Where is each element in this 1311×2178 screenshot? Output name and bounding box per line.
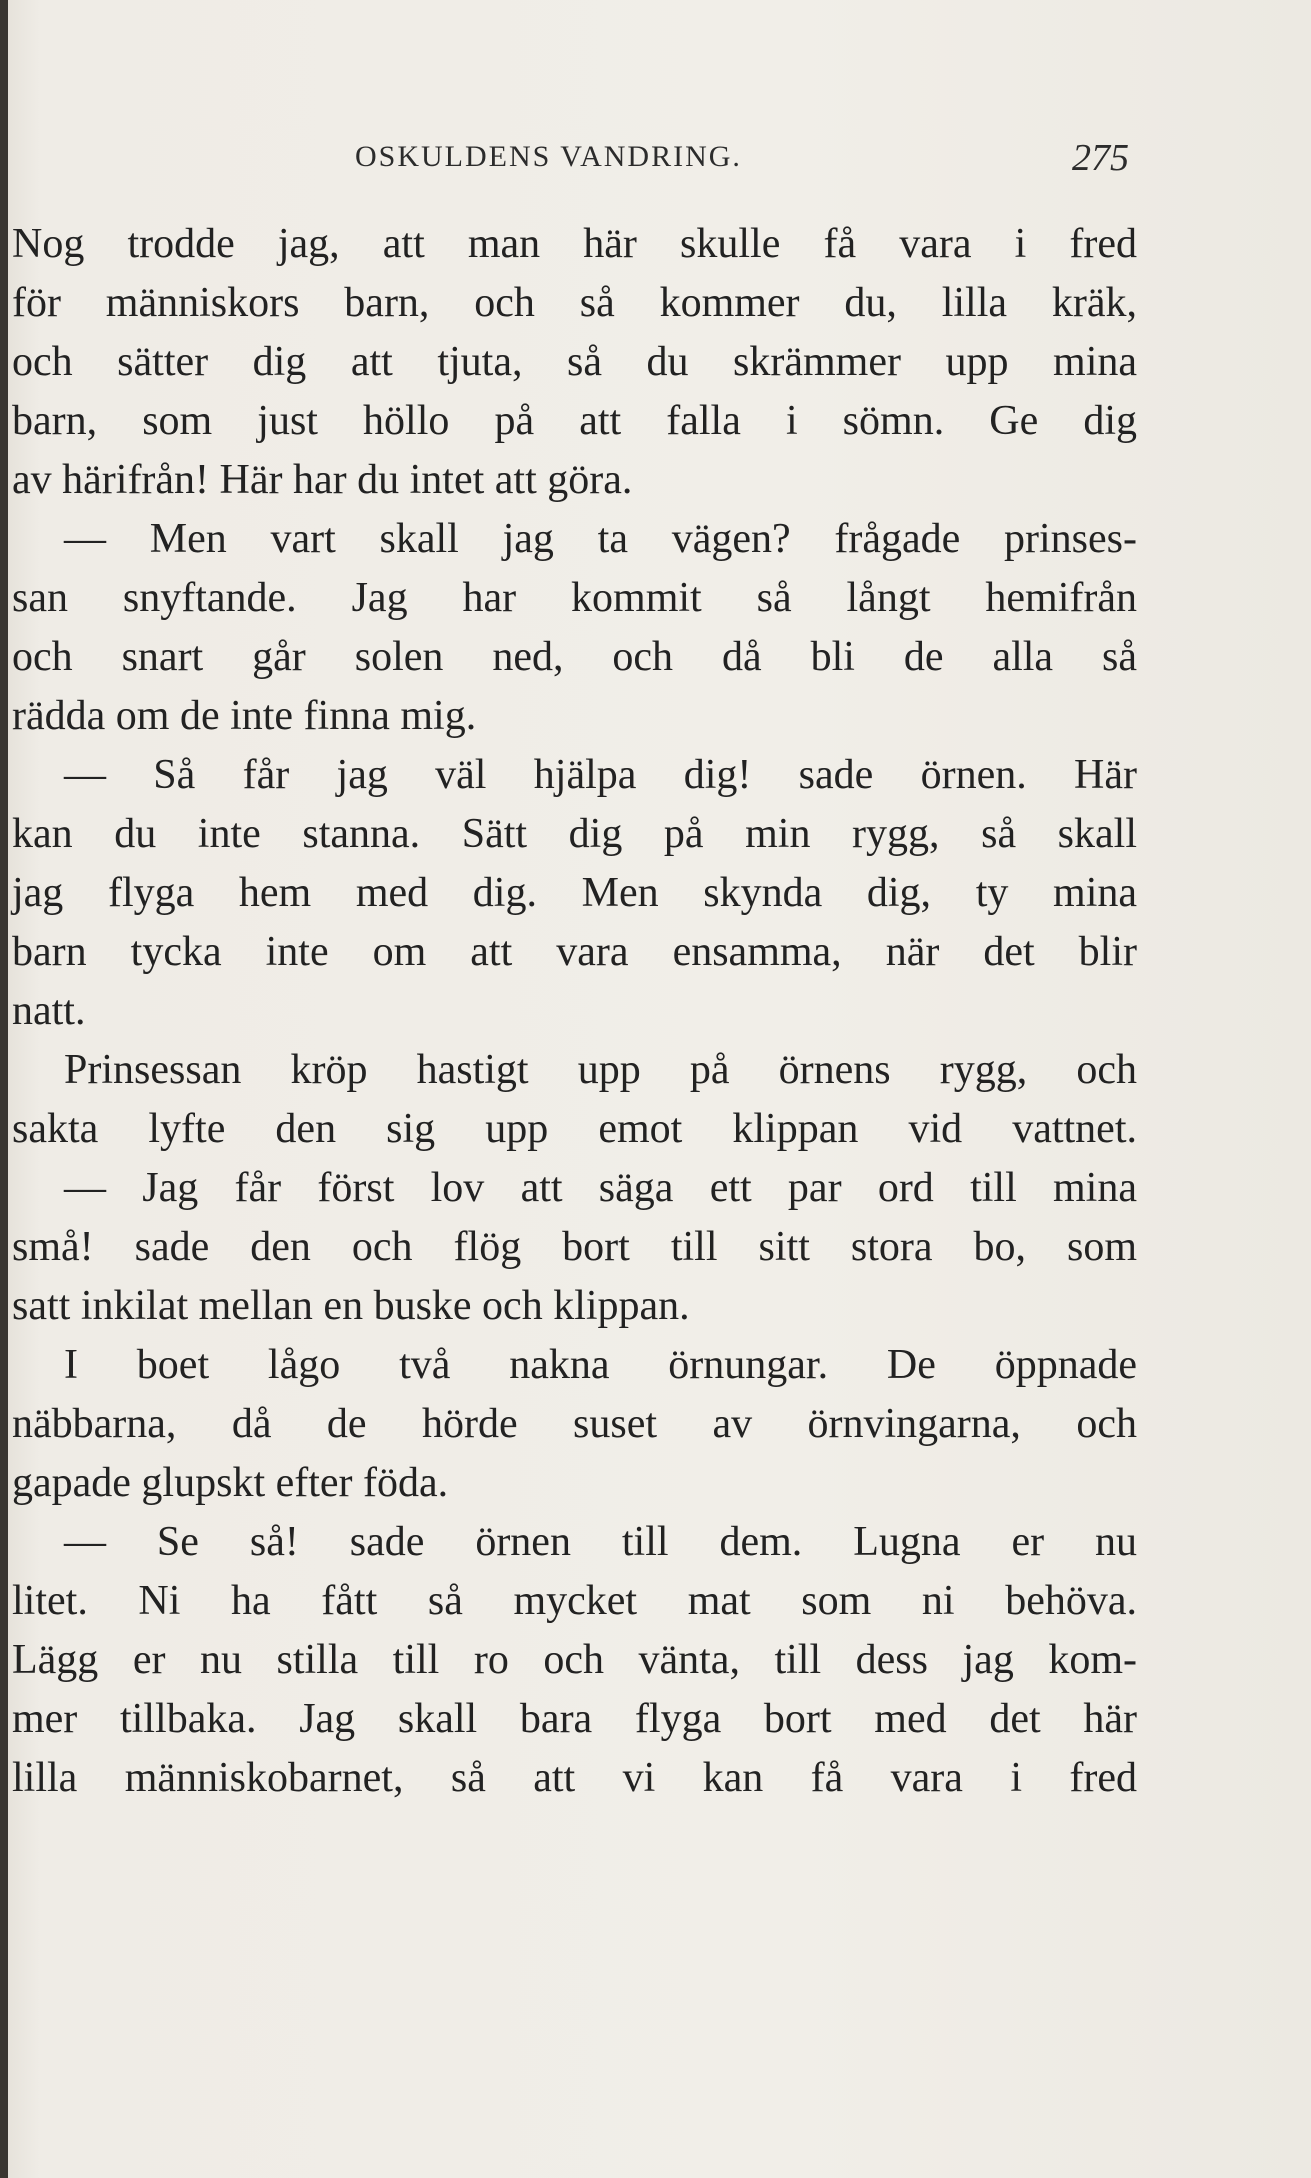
page-number: 275 — [1072, 137, 1129, 179]
text-line: och snart går solen ned, och då bli de alla så — [12, 634, 1137, 680]
text-line: små! sade den och flög bort till sitt stora bo, som — [12, 1224, 1137, 1270]
text-line: för människors barn, och så kommer du, lilla kräk, — [12, 280, 1137, 326]
text-line: sakta lyfte den sig upp emot klippan vid vattnet. — [12, 1106, 1137, 1152]
text-line: — Jag får först lov att säga ett par ord till mina — [64, 1165, 1137, 1211]
text-line: rädda om de inte finna mig. — [12, 693, 477, 739]
text-line: litet. Ni ha fått så mycket mat som ni behöva. — [12, 1578, 1137, 1624]
text-line: jag flyga hem med dig. Men skynda dig, ty mina — [12, 870, 1137, 916]
text-line: Lägg er nu stilla till ro och vänta, till dess jag kom- — [12, 1637, 1137, 1683]
text-line: natt. — [12, 988, 86, 1034]
text-line: barn tycka inte om att vara ensamma, när det blir — [12, 929, 1137, 975]
text-line: Nog trodde jag, att man här skulle få vara i fred — [12, 221, 1137, 267]
text-line: — Så får jag väl hjälpa dig! sade örnen. Här — [64, 752, 1137, 798]
text-line: mer tillbaka. Jag skall bara flyga bort med det här — [12, 1696, 1137, 1742]
text-line: Prinsessan kröp hastigt upp på örnens rygg, och — [64, 1047, 1137, 1093]
text-line: kan du inte stanna. Sätt dig på min rygg, så skall — [12, 811, 1137, 857]
text-line: barn, som just höllo på att falla i sömn. Ge dig — [12, 398, 1137, 444]
text-line: — Se så! sade örnen till dem. Lugna er nu — [64, 1519, 1137, 1565]
text-line: och sätter dig att tjuta, så du skrämmer upp mina — [12, 339, 1137, 385]
text-line: näbbarna, då de hörde suset av örnvingarna, och — [12, 1401, 1137, 1447]
running-title: OSKULDENS VANDRING. — [355, 140, 742, 173]
text-line: san snyftande. Jag har kommit så långt hemifrån — [12, 575, 1137, 621]
text-line: lilla människobarnet, så att vi kan få vara i fred — [12, 1755, 1137, 1801]
page-spine-edge — [0, 0, 8, 2178]
text-line: av härifrån! Här har du intet att göra. — [12, 457, 633, 503]
text-line: — Men vart skall jag ta vägen? frågade prinses- — [64, 516, 1137, 562]
text-line: I boet lågo två nakna örnungar. De öppnade — [64, 1342, 1137, 1388]
text-line: satt inkilat mellan en buske och klippan. — [12, 1283, 690, 1329]
text-line: gapade glupskt efter föda. — [12, 1460, 449, 1506]
body-text — [12, 215, 1137, 1808]
